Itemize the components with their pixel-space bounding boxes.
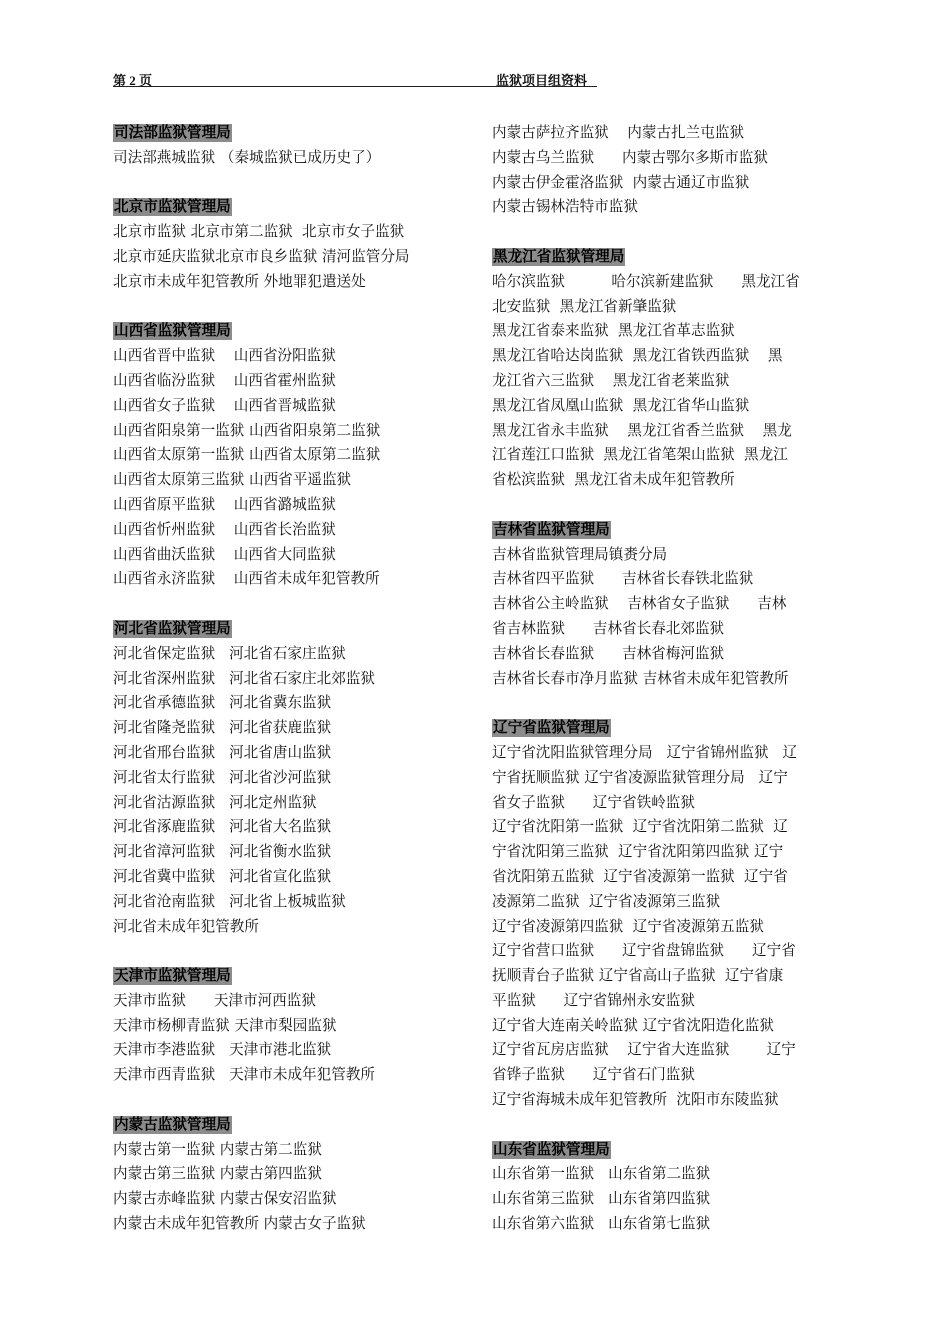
section-spacer (113, 171, 471, 196)
prison-list-line: 省沈阳第五监狱 辽宁省凌源第一监狱 辽宁省 (492, 867, 788, 885)
prison-list-line: 内蒙古锡林浩特市监狱 (492, 198, 638, 216)
prison-list-line: 凌源第二监狱 辽宁省凌源第三监狱 (492, 892, 721, 910)
section-title: 司法部监狱管理局 (114, 124, 231, 141)
prison-list-line: 辽宁省海城未成年犯管教所 沈阳市东陵监狱 (492, 1091, 779, 1109)
prison-list-line: 北京市监狱 北京市第二监狱 北京市女子监狱 (113, 223, 405, 241)
prison-list-line: 省女子监狱 辽宁省铁岭监狱 (492, 793, 695, 811)
bureau-section (492, 1138, 844, 1237)
prison-list-line: 宁省抚顺监狱 辽宁省凌源监狱管理分局 辽宁 (492, 768, 788, 786)
prison-list-line: 河北省冀中监狱 河北省宣化监狱 (113, 867, 332, 885)
prison-list-line: 河北省涿鹿监狱 河北省大名监狱 (113, 818, 332, 836)
section-title: 黑龙江省监狱管理局 (493, 247, 625, 265)
prison-list-line: 河北省邢台监狱 河北省唐山监狱 (113, 743, 332, 761)
prison-list-line: 河北省沽源监狱 河北定州监狱 (113, 793, 317, 811)
bureau-section (113, 195, 471, 294)
prison-list-line: 山东省第六监狱 山东省第七监狱 (492, 1215, 711, 1233)
section-spacer (492, 220, 844, 245)
prison-list-line: 哈尔滨监狱 哈尔滨新建监狱 黑龙江省 (492, 272, 800, 290)
prison-list-line: 辽宁省营口监狱 辽宁省盘锦监狱 辽宁省 (492, 942, 796, 960)
prison-list-line: 河北省未成年犯管教所 (113, 917, 259, 935)
prison-list-line: 山西省太原第一监狱 山西省太原第二监狱 (113, 446, 381, 464)
prison-list-line: 山西省阳泉第一监狱 山西省阳泉第二监狱 (113, 421, 381, 439)
prison-list-line: 河北省沧南监狱 河北省上板城监狱 (113, 892, 346, 910)
prison-list-line: 内蒙古第一监狱 内蒙古第二监狱 (113, 1140, 322, 1158)
prison-list-line: 河北省隆尧监狱 河北省获鹿监狱 (113, 719, 332, 737)
prison-list-line: 省松滨监狱 黑龙江省未成年犯管教所 (492, 471, 735, 489)
prison-list-line: 黑龙江省凤凰山监狱 黑龙江省华山监狱 (492, 396, 750, 414)
prison-list-line: 山西省永济监狱 山西省未成年犯管教所 (113, 570, 380, 588)
left-column (113, 121, 471, 1237)
prison-list-line: 吉林省四平监狱 吉林省长春铁北监狱 (492, 570, 754, 588)
prison-list-line: 省吉林监狱 吉林省长春北郊监狱 (492, 619, 725, 637)
header-title: 监狱项目组资料 (496, 73, 588, 88)
prison-list-line: 江省莲江口监狱 黑龙江省笔架山监狱 黑龙江 (492, 446, 788, 464)
prison-list-line: 天津市西青监狱 天津市未成年犯管教所 (113, 1066, 376, 1084)
section-title: 吉林省监狱管理局 (493, 520, 610, 538)
section-title: 山东省监狱管理局 (493, 1140, 610, 1158)
bureau-section (492, 518, 844, 692)
bureau-section (113, 121, 471, 171)
prison-list-line: 吉林省监狱管理局镇赉分局 (492, 545, 668, 563)
prison-list-line: 内蒙古第三监狱 内蒙古第四监狱 (113, 1165, 322, 1183)
prison-list-line: 辽宁省凌源第四监狱 辽宁省凌源第五监狱 (492, 917, 764, 935)
prison-list-line: 吉林省长春监狱 吉林省梅河监狱 (492, 644, 725, 662)
prison-list-line: 山西省忻州监狱 山西省长治监狱 (113, 520, 336, 538)
prison-list-line: 山西省太原第三监狱 山西省平遥监狱 (113, 471, 352, 489)
prison-list-line: 山西省原平监狱 山西省潞城监狱 (113, 495, 336, 513)
prison-list-line: 北京市未成年犯管教所 外地罪犯遣送处 (113, 272, 366, 290)
section-title: 天津市监狱管理局 (114, 967, 231, 985)
prison-list-line: 北安监狱 黑龙江省新肇监狱 (492, 297, 677, 315)
prison-list-line: 宁省沈阳第三监狱 辽宁省沈阳第四监狱 辽宁 (492, 843, 784, 861)
prison-list-line: 山西省临汾监狱 山西省霍州监狱 (113, 371, 336, 389)
section-title: 辽宁省监狱管理局 (493, 719, 610, 737)
prison-list-line: 省铧子监狱 辽宁省石门监狱 (492, 1066, 695, 1084)
prison-list-line: 山东省第一监狱 山东省第二监狱 (492, 1165, 711, 1183)
page-number: 第 2 页 (113, 73, 153, 88)
bureau-section (492, 716, 844, 1113)
prison-list-line: 龙江省六三监狱 黑龙江省老莱监狱 (492, 371, 730, 389)
prison-list-line: 内蒙古未成年犯管教所 内蒙古女子监狱 (113, 1215, 366, 1233)
prison-list-line: 内蒙古萨拉齐监狱 内蒙古扎兰屯监狱 (492, 124, 745, 141)
bureau-section (113, 617, 471, 939)
prison-list-line: 山西省曲沃监狱 山西省大同监狱 (113, 545, 336, 563)
section-spacer (492, 691, 844, 716)
section-spacer (492, 1113, 844, 1138)
prison-list-line: 河北省漳河监狱 河北省衡水监狱 (113, 843, 332, 861)
prison-list-line: 河北省承德监狱 河北省冀东监狱 (113, 694, 332, 712)
prison-list-line: 内蒙古伊金霍洛监狱 内蒙古通辽市监狱 (492, 173, 750, 191)
prison-list-line: 黑龙江省泰来监狱 黑龙江省革志监狱 (492, 322, 735, 340)
right-column (492, 121, 844, 1237)
section-spacer (113, 939, 471, 964)
prison-list-line: 辽宁省瓦房店监狱 辽宁省大连监狱 辽宁 (492, 1041, 796, 1059)
prison-list-line: 黑龙江省哈达岗监狱 黑龙江省铁西监狱 黑 (492, 347, 783, 365)
prison-list-line: 山东省第三监狱 山东省第四监狱 (492, 1190, 711, 1208)
prison-list-line: 山西省晋中监狱 山西省汾阳监狱 (113, 347, 336, 365)
section-spacer (492, 493, 844, 518)
prison-list-line: 平监狱 辽宁省锦州永安监狱 (492, 991, 695, 1009)
section-spacer (113, 1088, 471, 1113)
prison-list-line: 司法部燕城监狱 （秦城监狱已成历史了） (113, 148, 381, 166)
prison-list-line: 辽宁省大连南关岭监狱 辽宁省沈阳造化监狱 (492, 1016, 774, 1034)
bureau-section (492, 245, 844, 493)
section-spacer (113, 295, 471, 320)
prison-list-line: 北京市延庆监狱北京市良乡监狱 清河监管分局 (113, 247, 410, 265)
prison-list-line: 内蒙古乌兰监狱 内蒙古鄂尔多斯市监狱 (492, 148, 768, 166)
prison-list-line: 天津市杨柳青监狱 天津市梨园监狱 (113, 1016, 337, 1034)
bureau-section (492, 121, 844, 220)
section-title: 北京市监狱管理局 (114, 198, 231, 216)
prison-list-line: 吉林省长春市净月监狱 吉林省未成年犯管教所 (492, 669, 789, 687)
section-title: 内蒙古监狱管理局 (114, 1115, 231, 1133)
prison-list-line: 天津市李港监狱 天津市港北监狱 (113, 1041, 332, 1059)
prison-list-line: 辽宁省沈阳监狱管理分局 辽宁省锦州监狱 辽 (492, 743, 798, 761)
section-spacer (113, 592, 471, 617)
bureau-section (113, 964, 471, 1088)
prison-list-line: 河北省保定监狱 河北省石家庄监狱 (113, 644, 346, 662)
prison-list-line: 黑龙江省永丰监狱 黑龙江省香兰监狱 黑龙 (492, 421, 792, 439)
section-title: 河北省监狱管理局 (114, 619, 231, 637)
section-title: 山西省监狱管理局 (114, 322, 231, 340)
prison-list-line: 山西省女子监狱 山西省晋城监狱 (113, 396, 336, 414)
bureau-section (113, 1113, 471, 1237)
prison-list-line: 吉林省公主岭监狱 吉林省女子监狱 吉林 (492, 595, 787, 613)
prison-list-line: 内蒙古赤峰监狱 内蒙古保安沼监狱 (113, 1190, 337, 1208)
prison-list-line: 抚顺青台子监狱 辽宁省高山子监狱 辽宁省康 (492, 967, 784, 985)
prison-list-line: 天津市监狱 天津市河西监狱 (113, 991, 316, 1009)
prison-list-line: 辽宁省沈阳第一监狱 辽宁省沈阳第二监狱 辽 (492, 818, 788, 836)
prison-list-line: 河北省太行监狱 河北省沙河监狱 (113, 768, 332, 786)
bureau-section (113, 319, 471, 592)
page-header (113, 70, 597, 87)
prison-list-line: 河北省深州监狱 河北省石家庄北郊监狱 (113, 669, 376, 687)
